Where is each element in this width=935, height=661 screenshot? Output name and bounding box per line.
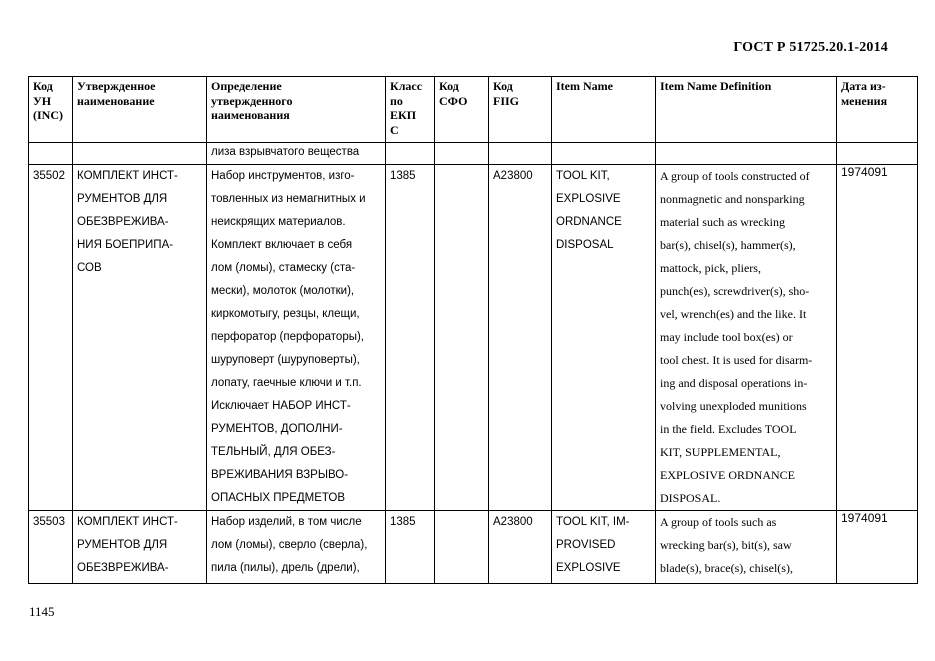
table-row — [29, 165, 918, 511]
cell-approved-name: КОМПЛЕКТ ИНСТ- РУМЕНТОВ ДЛЯ ОБЕЗВРЕЖИВА- — [77, 516, 178, 574]
header-item-definition: Item Name Definition — [656, 77, 837, 143]
header-approved-name: Утвержденное наименование — [73, 77, 207, 143]
header-class: Класс по ЕКП С — [386, 77, 435, 143]
header-definition: Определение утвержденного наименования — [207, 77, 386, 143]
cell-definition: Набор инструментов, изго- товленных из немагнитных и неискрящих материалов. Комплект включает в себя лом (ломы), стамеску (ста- мески), молоток (молотки), киркомотыгу, резцы, клещи, перфоратор (перфораторы), шуруповерт (шуруповерты), лопату, гаечные ключи и т.п. Исключает НАБОР ИНСТ- РУМЕНТОВ, ДОПОЛНИ- ТЕЛЬНЫЙ, ДЛЯ ОБЕЗ- ВРЕЖИВАНИЯ ВЗРЫВО- ОПАСНЫХ ПРЕДМЕТОВ — [211, 170, 366, 504]
header-fiig: Код FIIG — [489, 77, 552, 143]
cell-date: 1974091 — [841, 165, 888, 179]
page-number: 1145 — [29, 604, 55, 619]
cell-class: 1385 — [390, 516, 416, 528]
cell-approved-name: КОМПЛЕКТ ИНСТ- РУМЕНТОВ ДЛЯ ОБЕЗВРЕЖИВА- НИЯ БОЕПРИПА- СОВ — [77, 170, 178, 274]
cell-inc: 35502 — [33, 170, 65, 182]
header-item-name: Item Name — [552, 77, 656, 143]
cell-class: 1385 — [390, 170, 416, 182]
cell-item-definition: A group of tools such as wrecking bar(s), bit(s), saw blade(s), brace(s), chisel(s), — [660, 515, 793, 575]
header-sfo: Код СФО — [435, 77, 489, 143]
cell-definition: Набор изделий, в том числе лом (ломы), сверло (сверла), пила (пилы), дрель (дрели), — [211, 516, 368, 574]
cell-item-name: TOOL KIT, EXPLOSIVE ORDNANCE DISPOSAL — [556, 170, 622, 251]
cell-item-definition: A group of tools constructed of nonmagnetic and nonsparking material such as wrecking bar(s), chisel(s), hammer(s), mattock, pick, pliers, punch(es), screwdriver(s), sho- vel, wrench(es) and the like. It may include tool box(es) or tool chest. It is used for disarm- ing and disposal operations in- volving unexploded munitions in the field. Excludes TOOL KIT, SUPPLEMENTAL, EXPLOSIVE ORDNANCE DISPOSAL. — [660, 169, 813, 505]
table-row — [29, 511, 918, 584]
header-inc: Код УН (INC) — [29, 77, 73, 143]
cell-fiig: A23800 — [493, 170, 533, 182]
cell-item-name: TOOL KIT, IM- PROVISED EXPLOSIVE — [556, 516, 630, 574]
nomenclature-table — [28, 76, 918, 584]
table-row-continuation — [29, 143, 918, 165]
cell-fiig: A23800 — [493, 516, 533, 528]
cell-inc: 35503 — [33, 516, 65, 528]
cell-date: 1974091 — [841, 511, 888, 525]
table-header-row — [29, 77, 918, 143]
header-date: Дата из- менения — [837, 77, 918, 143]
continuation-text: лиза взрывчатого вещества — [211, 146, 360, 158]
document-standard-number: ГОСТ Р 51725.20.1-2014 — [733, 40, 888, 55]
